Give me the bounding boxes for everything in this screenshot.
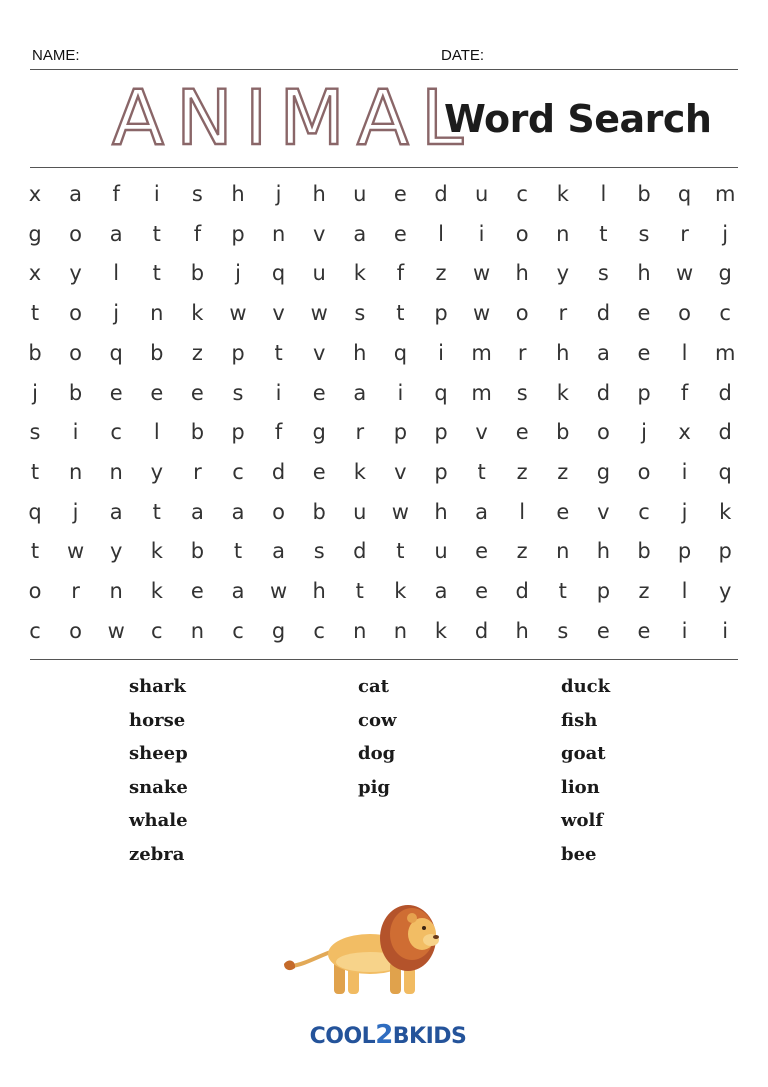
- grid-cell: o: [515, 301, 529, 326]
- grid-cell: w: [391, 499, 409, 524]
- logo-text-bkids: BKIDS: [392, 1024, 467, 1049]
- grid-cell: n: [556, 539, 570, 564]
- grid-rule: [30, 659, 738, 660]
- grid-cell: g: [312, 420, 326, 445]
- word-list-item: lion: [561, 776, 600, 798]
- grid-cell: x: [28, 182, 42, 206]
- grid-cell: f: [274, 420, 283, 445]
- grid-cell: t: [396, 301, 405, 326]
- grid-cell: b: [637, 182, 651, 206]
- grid-cell: u: [474, 182, 489, 206]
- grid-cell: e: [393, 221, 407, 246]
- word-list-item: pig: [358, 776, 391, 798]
- date-label: DATE:: [441, 47, 485, 64]
- grid-cell: d: [515, 579, 529, 603]
- grid-cell: m: [714, 340, 736, 365]
- grid-cell: e: [150, 380, 164, 405]
- grid-cell: p: [596, 579, 611, 603]
- grid-cell: e: [637, 340, 651, 365]
- grid-cell: e: [475, 539, 489, 564]
- grid-cell: d: [353, 539, 367, 564]
- word-list-item: bee: [561, 844, 597, 865]
- title-animal: ANIMAL: [112, 73, 476, 162]
- grid-cell: b: [190, 261, 205, 286]
- grid-cell: b: [150, 340, 164, 365]
- grid-cell: n: [109, 579, 123, 603]
- name-label: NAME:: [32, 47, 80, 64]
- grid-cell: k: [556, 182, 569, 206]
- grid-cell: y: [150, 459, 164, 484]
- grid-cell: o: [69, 618, 83, 643]
- grid-cell: b: [68, 380, 83, 405]
- grid-cell: w: [473, 301, 491, 326]
- grid-cell: q: [677, 182, 692, 206]
- grid-cell: c: [110, 420, 122, 445]
- grid-cell: d: [596, 380, 611, 405]
- word-list-item: fish: [561, 709, 598, 731]
- grid-cell: i: [72, 420, 79, 445]
- grid-cell: r: [558, 301, 568, 326]
- word-list-item: cat: [358, 676, 389, 697]
- grid-cell: h: [515, 261, 529, 286]
- grid-cell: b: [312, 499, 326, 524]
- logo-text-two: 2: [375, 1020, 393, 1050]
- grid-cell: l: [438, 221, 444, 246]
- grid-cell: m: [471, 340, 492, 365]
- grid-cell: j: [275, 182, 282, 206]
- grid-cell: a: [231, 579, 245, 603]
- grid-cell: k: [719, 499, 732, 524]
- grid-cell: d: [474, 618, 489, 643]
- grid-cell: c: [638, 499, 650, 524]
- word-list-item: horse: [129, 709, 186, 731]
- grid-cell: k: [353, 261, 366, 286]
- grid-cell: a: [434, 579, 448, 603]
- word-list-item: dog: [358, 743, 396, 765]
- grid-cell: i: [397, 380, 404, 405]
- grid-cell: p: [231, 340, 245, 365]
- grid-cell: a: [596, 340, 610, 365]
- grid-cell: g: [596, 459, 611, 484]
- grid-cell: u: [353, 499, 367, 524]
- grid-cell: h: [312, 182, 326, 206]
- grid-cell: b: [28, 340, 42, 365]
- grid-cell: s: [191, 182, 203, 206]
- grid-cell: n: [556, 221, 570, 246]
- grid-cell: l: [113, 261, 120, 286]
- grid-cell: m: [471, 380, 492, 405]
- grid-cell: p: [434, 420, 448, 445]
- grid-cell: o: [69, 221, 83, 246]
- header-rule: [30, 69, 738, 70]
- grid-cell: h: [637, 261, 651, 286]
- grid-cell: h: [312, 579, 326, 603]
- grid-cell: m: [714, 182, 736, 206]
- grid-cell: t: [558, 579, 567, 603]
- grid-cell: e: [109, 380, 123, 405]
- grid-cell: n: [393, 618, 408, 643]
- word-list-item: duck: [561, 676, 611, 697]
- grid-cell: h: [353, 340, 367, 365]
- grid-cell: i: [275, 380, 282, 405]
- grid-cell: t: [30, 539, 40, 564]
- grid-cell: t: [30, 301, 40, 326]
- grid-cell: v: [597, 499, 610, 524]
- grid-cell: i: [722, 618, 729, 643]
- grid-cell: q: [271, 261, 286, 286]
- grid-cell: j: [641, 420, 647, 445]
- grid-cell: p: [434, 301, 448, 326]
- grid-cell: n: [68, 459, 83, 484]
- grid-cell: o: [515, 221, 529, 246]
- grid-cell: v: [312, 340, 326, 365]
- grid-cell: o: [678, 301, 692, 326]
- word-list-item: snake: [129, 776, 188, 798]
- grid-cell: f: [396, 261, 405, 286]
- grid-cell: u: [312, 261, 326, 286]
- grid-cell: v: [394, 459, 407, 484]
- grid-cell: j: [722, 221, 729, 246]
- grid-cell: p: [718, 539, 732, 564]
- grid-cell: k: [434, 618, 448, 643]
- grid-cell: z: [516, 459, 528, 484]
- grid-cell: y: [69, 261, 82, 286]
- grid-cell: t: [599, 221, 608, 246]
- grid-cell: j: [113, 301, 120, 326]
- grid-cell: p: [231, 221, 245, 246]
- grid-cell: o: [69, 301, 83, 326]
- grid-cell: o: [69, 340, 83, 365]
- grid-cell: z: [516, 539, 528, 564]
- grid-cell: o: [637, 459, 651, 484]
- grid-cell: k: [150, 579, 163, 603]
- grid-cell: d: [718, 420, 732, 445]
- grid-cell: b: [190, 539, 205, 564]
- grid-cell: l: [600, 182, 607, 206]
- grid-cell: q: [28, 499, 42, 524]
- grid-cell: f: [112, 182, 120, 206]
- grid-cell: o: [272, 499, 286, 524]
- grid-cell: w: [107, 618, 125, 643]
- grid-cell: h: [596, 539, 611, 564]
- grid-cell: t: [233, 539, 243, 564]
- grid-cell: c: [313, 618, 325, 643]
- grid-cell: v: [272, 301, 285, 326]
- grid-cell: e: [312, 380, 326, 405]
- grid-cell: i: [681, 618, 688, 643]
- word-list-item: whale: [129, 810, 188, 832]
- grid-cell: x: [28, 261, 42, 286]
- grid-cell: j: [72, 499, 79, 524]
- word-list-item: cow: [358, 709, 397, 731]
- grid-cell: n: [271, 221, 286, 246]
- title-word-search: Word Search: [444, 97, 712, 141]
- grid-cell: p: [434, 459, 448, 484]
- grid-cell: u: [353, 182, 367, 206]
- grid-cell: g: [718, 261, 732, 286]
- grid-cell: i: [478, 221, 485, 246]
- grid-cell: k: [556, 380, 569, 405]
- grid-cell: b: [556, 420, 570, 445]
- grid-cell: q: [718, 459, 732, 484]
- grid-cell: c: [232, 459, 244, 484]
- grid-cell: w: [229, 301, 247, 326]
- word-list-item: zebra: [129, 844, 185, 865]
- grid-cell: t: [30, 459, 40, 484]
- grid-cell: w: [310, 301, 328, 326]
- grid-cell: e: [312, 459, 326, 484]
- grid-cell: l: [519, 499, 526, 524]
- grid-cell: q: [393, 340, 408, 365]
- grid-cell: a: [69, 182, 83, 206]
- grid-cell: k: [394, 579, 407, 603]
- grid-cell: a: [190, 499, 204, 524]
- grid-cell: k: [150, 539, 163, 564]
- word-list-item: shark: [129, 676, 186, 697]
- grid-cell: a: [109, 221, 123, 246]
- grid-cell: e: [515, 420, 529, 445]
- grid-cell: q: [434, 380, 448, 405]
- grid-cell: s: [557, 618, 569, 643]
- grid-cell: r: [680, 221, 689, 246]
- grid-cell: s: [516, 380, 528, 405]
- grid-cell: a: [231, 499, 245, 524]
- grid-cell: g: [28, 221, 42, 246]
- grid-cell: a: [353, 221, 367, 246]
- grid-cell: e: [556, 499, 570, 524]
- grid-cell: d: [434, 182, 448, 206]
- grid-cell: v: [475, 420, 488, 445]
- grid-cell: e: [475, 579, 489, 603]
- grid-cell: x: [678, 420, 691, 445]
- lion-illustration: [278, 898, 448, 1002]
- grid-cell: w: [67, 539, 85, 564]
- grid-cell: a: [272, 539, 286, 564]
- grid-cell: b: [190, 420, 205, 445]
- grid-cell: j: [32, 380, 38, 405]
- grid-cell: w: [473, 261, 491, 286]
- title-rule: [30, 167, 738, 168]
- grid-cell: r: [355, 420, 365, 445]
- grid-cell: s: [597, 261, 609, 286]
- grid-cell: c: [516, 182, 528, 206]
- grid-cell: k: [191, 301, 204, 326]
- grid-cell: f: [193, 221, 202, 246]
- grid-cell: r: [71, 579, 80, 603]
- grid-cell: r: [517, 340, 527, 365]
- grid-cell: s: [638, 221, 650, 246]
- grid-cell: u: [434, 539, 448, 564]
- cool2bkids-logo: [308, 1020, 468, 1050]
- grid-cell: t: [477, 459, 486, 484]
- grid-cell: s: [313, 539, 325, 564]
- grid-cell: q: [109, 340, 123, 365]
- grid-cell: o: [596, 420, 610, 445]
- grid-cell: n: [190, 618, 205, 643]
- grid-cell: n: [150, 301, 164, 326]
- grid-cell: s: [232, 380, 244, 405]
- grid-cell: c: [232, 618, 244, 643]
- grid-cell: j: [681, 499, 688, 524]
- grid-cell: c: [151, 618, 163, 643]
- grid-cell: i: [153, 182, 160, 206]
- grid-cell: o: [28, 579, 42, 603]
- grid-cell: l: [153, 420, 160, 445]
- grid-cell: h: [515, 618, 529, 643]
- grid-cell: w: [676, 261, 694, 286]
- grid-cell: c: [719, 301, 731, 326]
- grid-cell: t: [355, 579, 364, 603]
- grid-cell: i: [438, 340, 444, 365]
- grid-cell: p: [677, 539, 692, 564]
- grid-cell: z: [191, 340, 203, 365]
- grid-cell: t: [274, 340, 283, 365]
- grid-cell: e: [190, 579, 204, 603]
- grid-cell: c: [29, 618, 41, 643]
- grid-cell: y: [556, 261, 570, 286]
- grid-cell: z: [435, 261, 447, 286]
- word-list-item: sheep: [129, 743, 188, 765]
- grid-cell: g: [271, 618, 286, 643]
- grid-cell: d: [718, 380, 732, 405]
- grid-cell: a: [353, 380, 367, 405]
- grid-cell: f: [680, 380, 689, 405]
- grid-cell: e: [637, 301, 651, 326]
- grid-cell: d: [596, 301, 611, 326]
- grid-cell: y: [109, 539, 123, 564]
- grid-cell: r: [193, 459, 202, 484]
- grid-cell: i: [681, 459, 688, 484]
- grid-cell: e: [637, 618, 651, 643]
- grid-cell: t: [152, 261, 161, 286]
- grid-cell: b: [637, 539, 651, 564]
- grid-cell: t: [396, 539, 405, 564]
- grid-cell: e: [596, 618, 610, 643]
- grid-cell: n: [353, 618, 367, 643]
- grid-cell: e: [190, 380, 204, 405]
- grid-cell: a: [109, 499, 123, 524]
- grid-cell: p: [637, 380, 651, 405]
- grid-cell: s: [354, 301, 366, 326]
- grid-cell: a: [475, 499, 489, 524]
- grid-cell: z: [557, 459, 569, 484]
- grid-cell: p: [393, 420, 408, 445]
- grid-cell: p: [231, 420, 245, 445]
- grid-cell: e: [393, 182, 407, 206]
- grid-cell: t: [152, 221, 161, 246]
- grid-cell: l: [681, 340, 688, 365]
- grid-cell: w: [270, 579, 288, 603]
- grid-cell: y: [718, 579, 732, 603]
- grid-cell: h: [231, 182, 245, 206]
- grid-cell: n: [109, 459, 123, 484]
- grid-cell: l: [681, 579, 688, 603]
- grid-cell: t: [152, 499, 161, 524]
- grid-cell: h: [434, 499, 448, 524]
- logo-text-cool: COOL: [309, 1024, 376, 1049]
- grid-cell: d: [271, 459, 286, 484]
- word-list-item: wolf: [561, 810, 604, 832]
- grid-cell: k: [353, 459, 366, 484]
- grid-cell: s: [29, 420, 41, 445]
- grid-cell: v: [312, 221, 326, 246]
- word-list-item: goat: [561, 743, 606, 765]
- grid-cell: h: [556, 340, 570, 365]
- grid-cell: z: [638, 579, 650, 603]
- grid-cell: j: [235, 261, 241, 286]
